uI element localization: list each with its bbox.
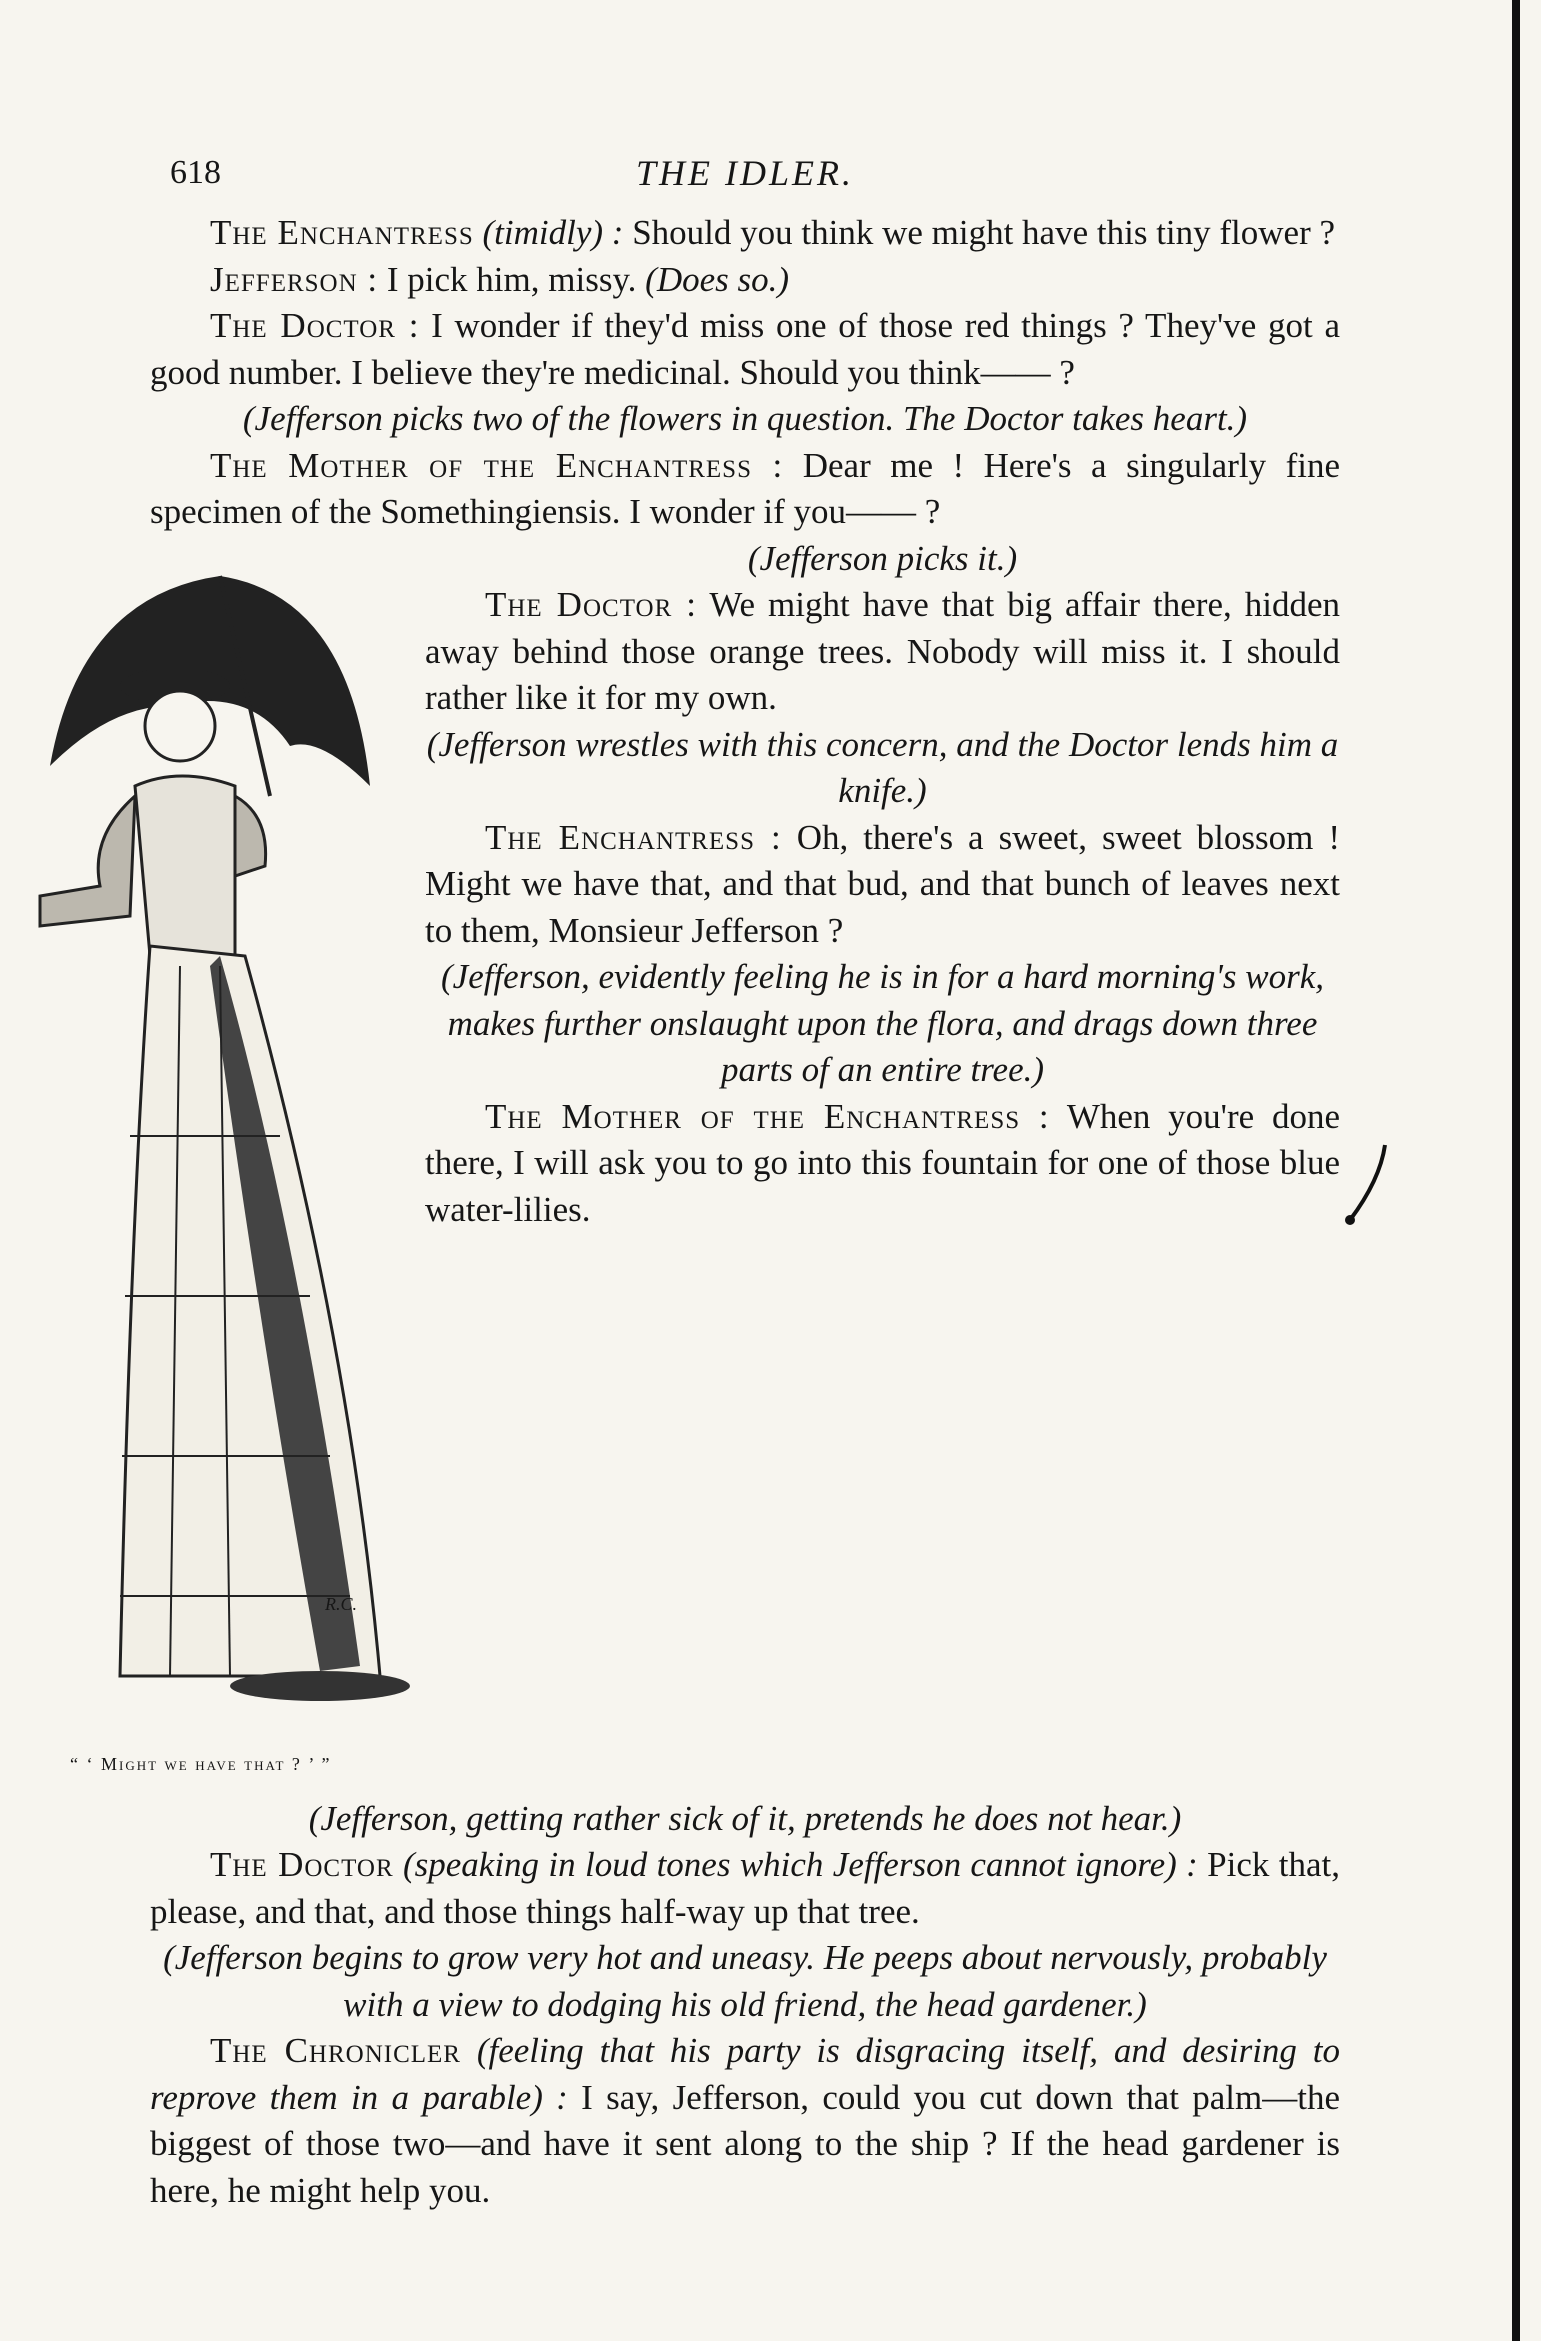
stage-direction-2: (Jefferson picks it.) xyxy=(747,538,1018,578)
speech-jefferson-1 xyxy=(150,257,1340,304)
speaker: The Mother of the Enchantress : xyxy=(485,1096,1050,1136)
speech-text: I wonder if they'd miss one of those red things ? They've got a good number. I believe they're medicinal. Should you think—— ? xyxy=(150,306,1341,392)
speaker: The Doctor xyxy=(210,1845,394,1884)
running-title: THE IDLER. xyxy=(636,153,854,193)
speaker: The Enchantress xyxy=(210,213,474,252)
direction: (Does so.) xyxy=(645,259,790,299)
stage-direction-5: (Jefferson, getting rather sick of it, pretends he does not hear.) xyxy=(308,1798,1182,1838)
stage-direction-6: (Jefferson begins to grow very hot and uneasy. He peeps about nervously, probably with a view to dodging his old friend, the head gardener.) xyxy=(163,1938,1327,2024)
speech-text: Oh, there's a sweet, sweet blossom ! Might we have that, and that bud, and that bunch of leaves next to them, Monsieur Jefferson ? xyxy=(425,817,1340,950)
speech-text: Dear me ! Here's a singularly fine specimen of the Somethingiensis. I wonder if you—— ? xyxy=(150,445,1340,531)
speech-enchantress-1 xyxy=(150,210,1340,257)
text-after-illustration xyxy=(150,1796,1340,2215)
speech-mother-1 xyxy=(150,443,1340,536)
page xyxy=(70,130,1341,2214)
direction: (timidly) : xyxy=(482,213,624,252)
stage-direction-4: (Jefferson, evidently feeling he is in for a hard morning's work, makes further onslaught upon the flora, and drags down three parts of an entire tree.) xyxy=(441,957,1324,1089)
speech-text: We might have that big affair there, hidden away behind those orange trees. Nobody will miss it. I should rather like it for my own. xyxy=(425,585,1340,717)
stage-direction-1: (Jefferson picks two of the flowers in question. The Doctor takes heart.) xyxy=(242,399,1248,438)
speaker: Jefferson : xyxy=(210,259,379,299)
page-number: 618 xyxy=(170,154,221,191)
speaker: The Mother of the Enchantress : xyxy=(210,445,784,485)
speaker: The Doctor : xyxy=(210,306,420,345)
speech-text: I say, Jefferson, could you cut down that palm—the biggest of those two—and have it sent along to the ship ? If the head gardener is here, he might help you. xyxy=(150,2077,1340,2210)
speech-text: I pick him, missy. xyxy=(386,259,637,299)
speech-chronicler xyxy=(150,2028,1340,2214)
lady-with-parasol-drawing xyxy=(20,536,415,1736)
direction: (feeling that his party is disgracing itself, and desiring to reprove them in a parable) : xyxy=(150,2031,1341,2117)
speech-text: Pick that, please, and that, and those things half-way up that tree. xyxy=(150,1845,1340,1931)
speech-text: Should you think we might have this tiny flower ? xyxy=(632,213,1336,252)
page-edge-rule xyxy=(1512,0,1520,2341)
illustration-caption: “ ‘ Might we have that ? ’ ” xyxy=(70,1753,332,1774)
speaker: The Enchantress : xyxy=(485,817,782,857)
speech-doctor-1 xyxy=(150,303,1340,396)
illustrator-signature: R.C. xyxy=(325,1593,358,1614)
speaker: The Chronicler xyxy=(210,2031,461,2070)
stage-direction-3: (Jefferson wrestles with this concern, and the Doctor lends him a knife.) xyxy=(426,724,1339,810)
illustration-lady-with-parasol xyxy=(20,536,415,1796)
pen-stroke-mark xyxy=(1340,1140,1400,1230)
speaker: The Doctor : xyxy=(485,585,697,624)
direction: (speaking in loud tones which Jefferson cannot ignore) : xyxy=(402,1845,1198,1884)
speech-doctor-3 xyxy=(150,1842,1340,1935)
speech-text: When you're done there, I will ask you to go into this fountain for one of those blue water-lilies. xyxy=(425,1096,1340,1229)
page-header xyxy=(150,130,1340,193)
